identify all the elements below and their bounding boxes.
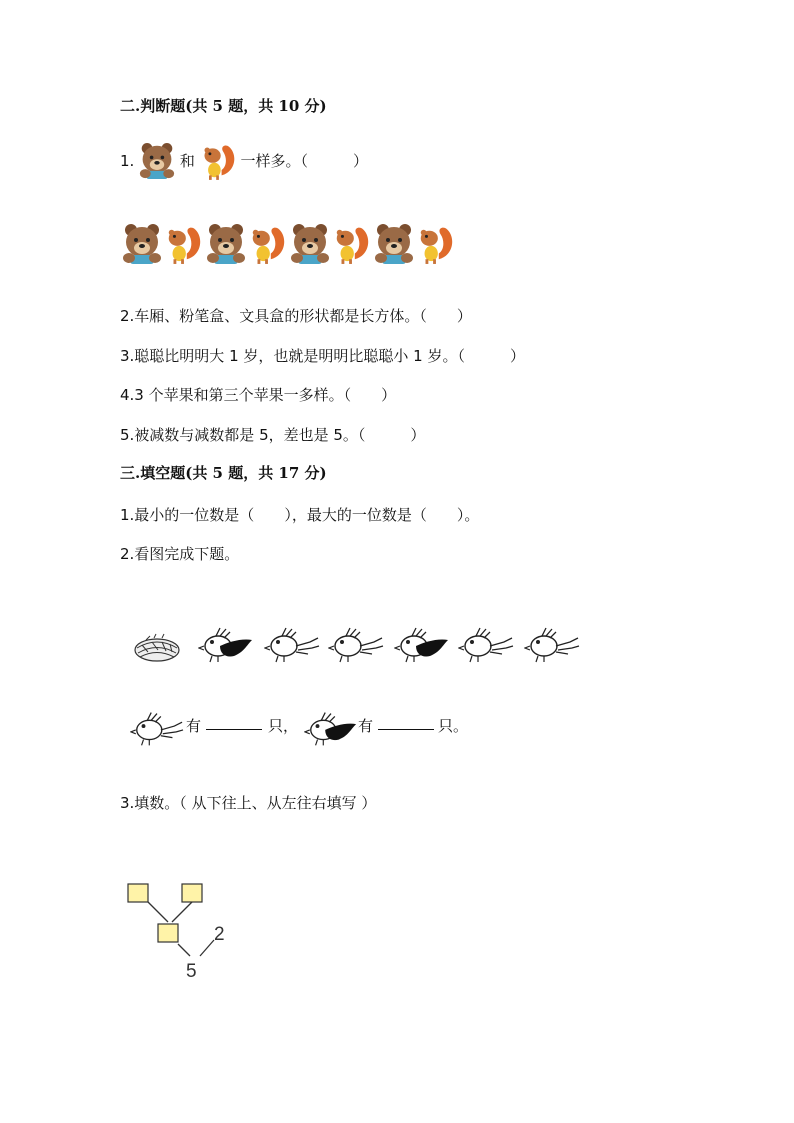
unit-label: 只，	[268, 717, 299, 735]
fill-question-1: 1.最小的一位数是（ ），最大的一位数是（ ）。	[120, 506, 480, 524]
black-bird-icon	[394, 624, 450, 664]
question-text: 一样多。（ ）	[240, 152, 368, 170]
black-bird-icon	[304, 708, 358, 748]
section-title-fill-in: 三.填空题(共 5 题，共 17 分)	[120, 464, 327, 482]
squirrel-icon	[248, 222, 286, 266]
fill-question-2: 2.看图完成下题。	[120, 545, 240, 563]
black-bird-icon	[198, 624, 254, 664]
answer-box-middle[interactable]	[158, 924, 178, 942]
bear-icon	[374, 222, 414, 266]
bear-icon	[290, 222, 330, 266]
squirrel-icon	[332, 222, 370, 266]
conjunction-text: 和	[179, 152, 195, 170]
answer-box-top-right[interactable]	[182, 884, 202, 902]
bear-icon	[139, 141, 175, 181]
question-1	[120, 141, 368, 181]
number-decomposition-tree	[120, 876, 250, 986]
question-5: 5.被减数与减数都是 5，差也是 5。（ ）	[120, 426, 426, 444]
squirrel-icon	[200, 141, 236, 181]
question-4: 4.3 个苹果和第三个苹果一多样。（ ）	[120, 386, 397, 404]
white-bird-icon	[130, 708, 184, 748]
have-label: 有	[186, 717, 202, 735]
bird-count-answer	[130, 706, 490, 750]
bird-row	[132, 622, 582, 666]
question-2: 2.车厢、粉笔盒、文具盒的形状都是长方体。（ ）	[120, 307, 472, 325]
fill-question-3: 3.填数。（ 从下往上、从左往右填写 ）	[120, 794, 377, 812]
squirrel-icon	[416, 222, 454, 266]
bear-icon	[206, 222, 246, 266]
unit-label: 只。	[438, 717, 469, 735]
have-label: 有	[358, 717, 374, 735]
bear-squirrel-row	[122, 222, 462, 268]
answer-blank-white-birds[interactable]	[206, 715, 262, 730]
white-bird-icon	[264, 624, 320, 664]
tree-value-right: 2	[214, 924, 225, 945]
white-bird-icon	[524, 624, 580, 664]
answer-box-top-left[interactable]	[128, 884, 148, 902]
answer-blank-black-birds[interactable]	[378, 715, 434, 730]
tree-value-bottom: 5	[186, 961, 197, 982]
question-3: 3.聪聪比明明大 1 岁，也就是明明比聪聪小 1 岁。（ ）	[120, 347, 525, 365]
white-bird-icon	[328, 624, 384, 664]
white-bird-icon	[458, 624, 514, 664]
nest-icon	[132, 628, 182, 664]
question-number: 1.	[120, 152, 135, 170]
squirrel-icon	[164, 222, 202, 266]
section-title-judgment: 二.判断题(共 5 题，共 10 分)	[120, 97, 327, 115]
bear-icon	[122, 222, 162, 266]
